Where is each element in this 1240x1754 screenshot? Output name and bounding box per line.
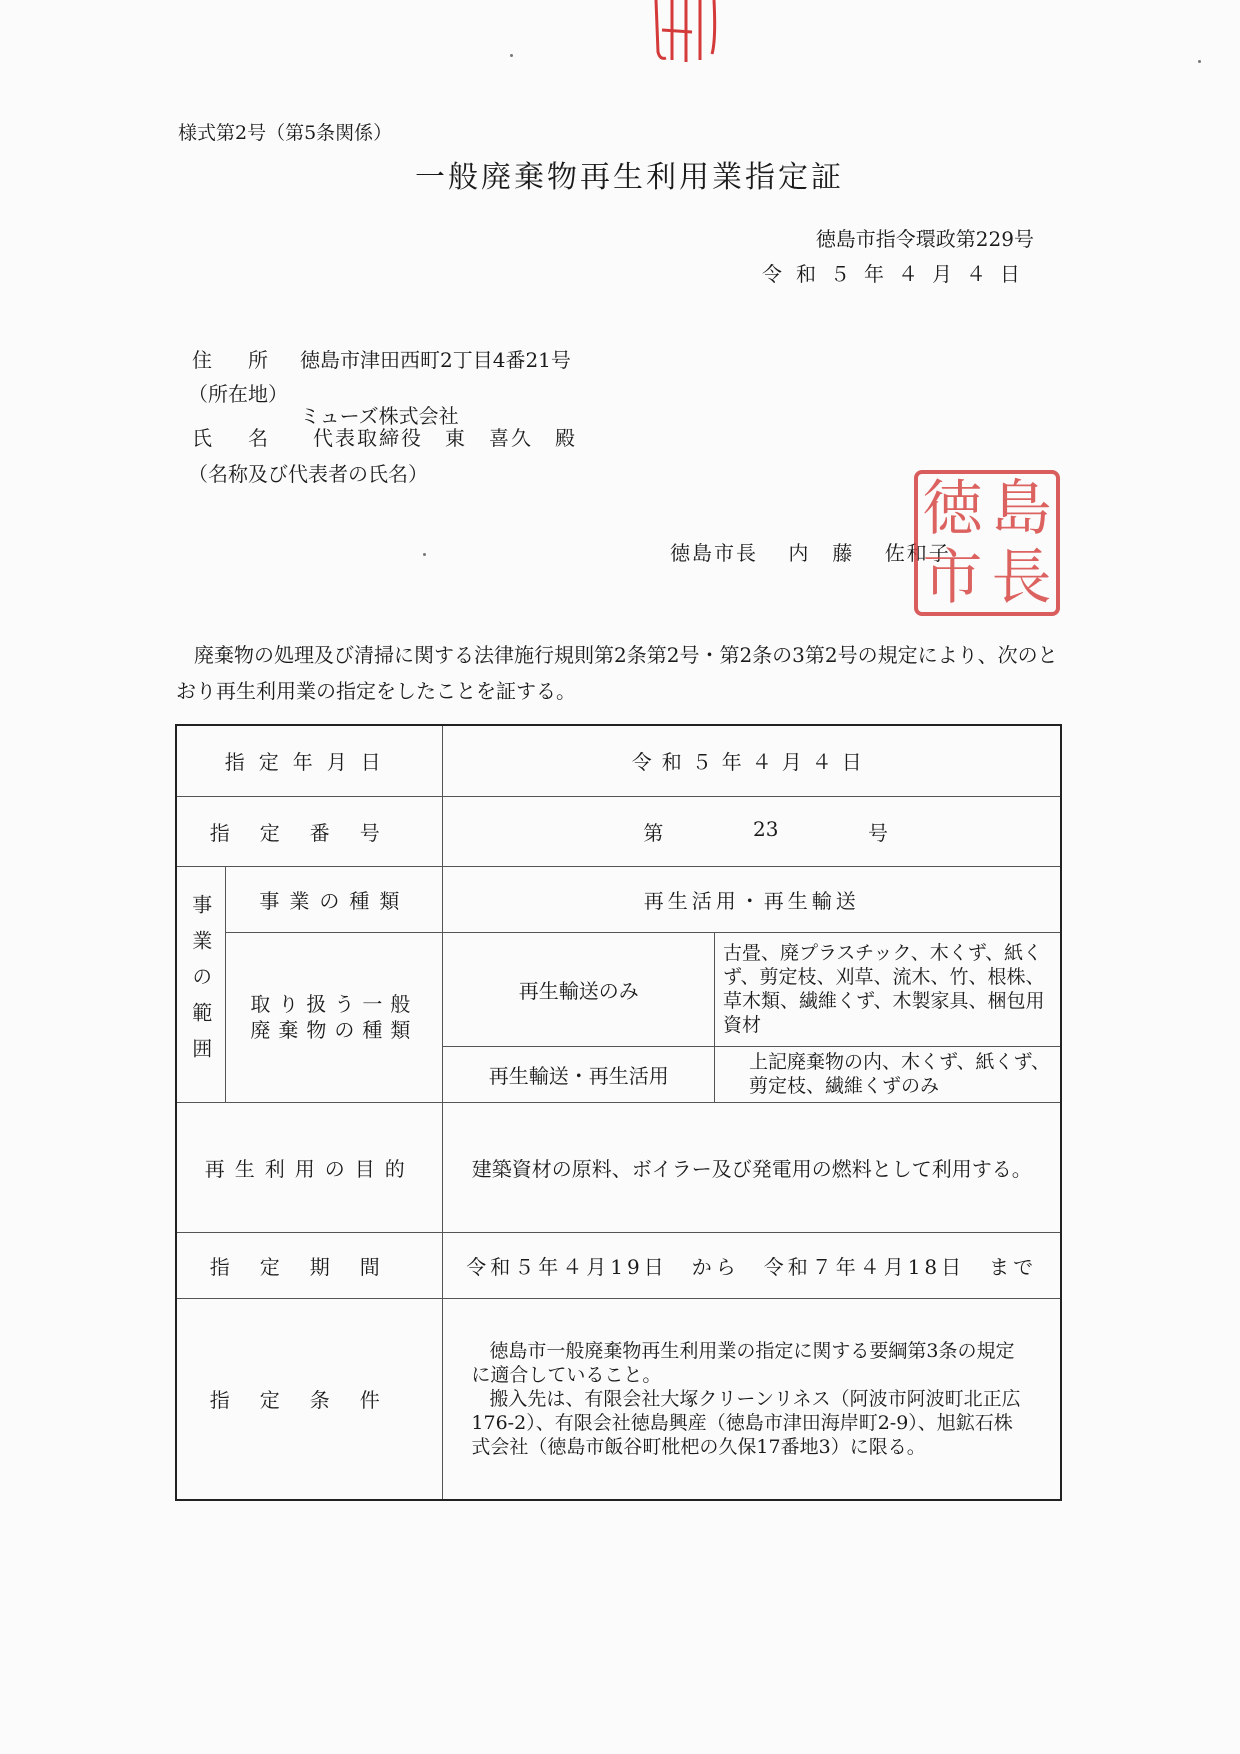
business-type-label: 事業の種類	[226, 866, 443, 932]
designation-number-label: 指定番号	[176, 796, 443, 866]
conditions-value	[443, 1298, 1061, 1500]
waste-type-label-line: 取り扱う一般	[250, 992, 419, 1016]
designation-date-value: 令和５年４月４日	[443, 725, 1061, 796]
document-number: 徳島市指令環政第229号	[815, 227, 1034, 251]
table-row	[176, 1232, 1061, 1298]
business-type-value: 再生活用・再生輸送	[443, 866, 1061, 932]
address-value: 徳島市津田西町2丁目4番21号	[300, 348, 571, 372]
name-sublabel: （名称及び代表者の氏名）	[188, 462, 428, 486]
table-row	[176, 932, 1061, 1046]
waste-type-label	[226, 932, 443, 1102]
seal-char: 島	[991, 473, 1052, 544]
mayor-seal	[914, 470, 1060, 616]
table-row	[176, 725, 1061, 796]
conditions-label: 指定条件	[176, 1298, 443, 1500]
number-suffix: 号	[868, 820, 888, 845]
intro-statement: 廃棄物の処理及び清掃に関する法律施行規則第2条第2号・第2条の3第2号の規定により、次のとおり再生利用業の指定をしたことを証する。	[176, 643, 1058, 703]
scan-speck	[423, 553, 426, 556]
designation-number-value	[443, 796, 1061, 866]
document-title: 一般廃棄物再生利用業指定証	[415, 160, 844, 195]
designation-table	[175, 724, 1062, 1501]
company-name: ミューズ株式会社	[300, 404, 459, 428]
waste-category: 再生輸送のみ	[443, 932, 715, 1046]
waste-category: 再生輸送・再生活用	[443, 1046, 715, 1102]
number-prefix: 第	[643, 820, 664, 845]
purpose-label: 再生利用の目的	[176, 1102, 443, 1232]
address-label: 住 所	[192, 348, 276, 372]
period-label: 指定期間	[176, 1232, 443, 1298]
seal-char: 市	[922, 542, 983, 613]
seal-char: 徳	[922, 473, 983, 544]
conditions-paragraph: 徳島市一般廃棄物再生利用業の指定に関する要綱第3条の規定に適合していること。	[471, 1339, 1015, 1386]
name-label: 氏 名	[192, 426, 276, 450]
designation-date-label: 指定年月日	[176, 725, 443, 796]
table-row	[176, 796, 1061, 866]
scan-speck	[510, 54, 513, 57]
waste-items: 上記廃棄物の内、木くず、紙くず、剪定枝、繊維くずのみ	[714, 1046, 1061, 1102]
stamp-fragment	[652, 0, 722, 66]
seal-char: 長	[991, 542, 1052, 613]
representative-name: 代表取締役 東 喜久 殿	[313, 426, 577, 450]
period-value: 令和５年４月19日 から 令和７年４月18日 まで	[443, 1232, 1061, 1298]
table-row	[176, 866, 1061, 932]
table-row	[176, 1298, 1061, 1500]
issue-date: 令和５年４月４日	[762, 262, 1034, 286]
purpose-value: 建築資材の原料、ボイラー及び発電用の燃料として利用する。	[443, 1102, 1061, 1232]
scope-label: 事業の範囲	[176, 866, 226, 1102]
mayor-name: 徳島市長 内 藤 佐和子	[670, 541, 951, 565]
table-row	[176, 1102, 1061, 1232]
scan-speck	[1198, 60, 1201, 63]
form-label: 様式第2号（第5条関係）	[178, 122, 393, 144]
waste-items: 古畳、廃プラスチック、木くず、紙くず、剪定枝、刈草、流木、竹、根株、草木類、繊維くず、木製家具、梱包用資材	[714, 932, 1061, 1046]
conditions-paragraph: 搬入先は、有限会社大塚クリーンリネス（阿波市阿波町北正広176-2）、有限会社徳島興産（徳島市津田海岸町2-9）、旭鉱石株式会社（徳島市飯谷町枇杷の久保17番地3）に限る。	[471, 1387, 1021, 1458]
number-value: 23	[752, 816, 779, 841]
address-sublabel: （所在地）	[188, 382, 288, 406]
waste-type-label-line: 廃棄物の種類	[250, 1018, 419, 1042]
